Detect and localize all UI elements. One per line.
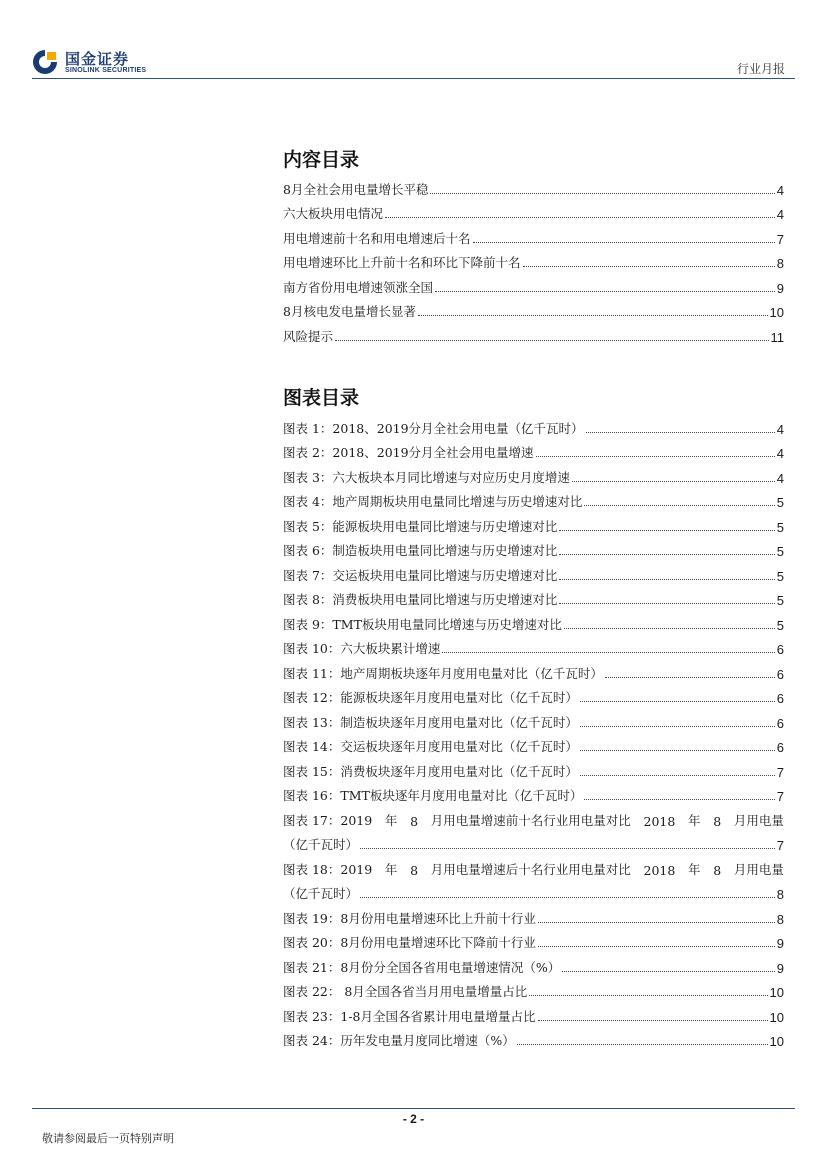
toc-entry-word: 月用电量增速前十名行业用电量对比 — [430, 812, 631, 828]
toc-dot-leader — [559, 530, 774, 531]
toc-entry-label: 南方省份用电增速领涨全国 — [283, 279, 434, 295]
toc-entry-label: 图表 21：8月份分全国各省用电量增速情况（%） — [283, 959, 561, 975]
toc-entry-word: 年 — [688, 861, 701, 877]
toc-dot-leader — [559, 603, 774, 604]
toc-entry-label: 图表 9：TMT板块用电量同比增速与历史增速对比 — [283, 616, 562, 632]
toc-dot-leader — [605, 677, 775, 678]
toc-entry-page: 7 — [776, 764, 784, 780]
toc-entry-label: 8月全社会用电量增长平稳 — [283, 181, 429, 197]
toc-entry-label: 图表 23：1-8月全国各省累计用电量增量占比 — [283, 1008, 536, 1024]
toc-entry[interactable] — [283, 706, 784, 731]
toc-entry-page: 6 — [776, 691, 784, 706]
toc-entry-page: 7 — [776, 838, 784, 853]
toc-entry-label: 图表 12：能源板块逐年月度用电量对比（亿千瓦时） — [283, 690, 578, 705]
toc-entry[interactable] — [283, 927, 784, 952]
figures-list — [283, 412, 784, 1049]
toc-entry[interactable] — [283, 657, 784, 682]
toc-entry-word: 2018 — [643, 862, 676, 878]
toc-entry[interactable] — [283, 584, 784, 609]
toc-dot-leader — [430, 193, 774, 194]
toc-entry-label: 图表 2：2018、2019分月全社会用电量增速 — [283, 445, 534, 460]
toc-dot-leader — [442, 652, 774, 653]
toc-dot-leader — [473, 242, 775, 243]
toc-entry-page: 10 — [769, 985, 784, 1000]
toc-entry-label: 图表 8：消费板块用电量同比增速与历史增速对比 — [283, 592, 558, 607]
header-divider — [32, 78, 795, 79]
toc-entry[interactable] — [283, 173, 784, 198]
toc-entry[interactable] — [283, 731, 784, 756]
toc-entry-word: 月用电量 — [733, 861, 784, 877]
toc-dot-leader — [536, 456, 775, 457]
toc-dot-leader — [584, 505, 774, 506]
toc-entry[interactable] — [283, 633, 784, 658]
toc-entry-label-line2: （亿千瓦时） — [283, 837, 359, 852]
toc-dot-leader — [586, 432, 775, 433]
toc-entry-page: 4 — [776, 182, 784, 198]
toc-entry-page: 8 — [776, 911, 784, 927]
toc-entry[interactable] — [283, 320, 784, 345]
toc-entry-label-line1 — [283, 853, 784, 878]
toc-entry-word: 图表 18：2019 — [283, 861, 373, 877]
toc-dot-leader — [360, 897, 775, 898]
toc-entry-label: 8月核电发电量增长显著 — [283, 304, 416, 319]
toc-dot-leader — [580, 701, 775, 702]
toc-dot-leader — [529, 995, 767, 996]
toc-dot-leader — [559, 554, 774, 555]
toc-entry-word: 8 — [713, 813, 722, 829]
toc-entry-page: 4 — [776, 470, 784, 486]
toc-entry[interactable] — [283, 902, 784, 927]
toc-entry-label: 六大板块用电情况 — [283, 206, 384, 221]
toc-entry-label: 图表 1：2018、2019分月全社会用电量（亿千瓦时） — [283, 420, 584, 436]
toc-entry-page: 5 — [776, 519, 784, 535]
toc-entry-label: 图表 16：TMT板块逐年月度用电量对比（亿千瓦时） — [283, 788, 583, 803]
toc-entry-page: 9 — [776, 280, 784, 296]
toc-dot-leader — [385, 217, 775, 218]
footer-divider — [32, 1108, 795, 1109]
toc-entry-word: 年 — [688, 812, 701, 828]
toc-entry-label-line2: （亿千瓦时） — [283, 886, 359, 901]
toc-entry[interactable] — [283, 608, 784, 633]
toc-entry-page: 7 — [776, 789, 784, 804]
toc-entry-label: 图表 3：六大板块本月同比增速与对应历史月度增速 — [283, 469, 570, 485]
toc-dot-leader — [523, 266, 775, 267]
toc-entry-page: 8 — [776, 887, 784, 902]
toc-entry-word: 8 — [410, 862, 419, 878]
toc-entry-word: 8 — [410, 813, 419, 829]
figures-title: 图表目录 — [283, 387, 360, 409]
toc-entry-page: 10 — [769, 305, 784, 320]
toc-entry-word: 2018 — [643, 813, 676, 829]
toc-entry-page: 7 — [776, 231, 784, 247]
toc-entry-page: 9 — [776, 960, 784, 976]
toc-entry-label: 图表 5：能源板块用电量同比增速与历史增速对比 — [283, 518, 558, 534]
toc-entry-word: 月用电量 — [733, 812, 784, 828]
toc-entry[interactable] — [283, 510, 784, 535]
toc-entry-label: 图表 14：交运板块逐年月度用电量对比（亿千瓦时） — [283, 739, 578, 754]
toc-entry[interactable] — [283, 1000, 784, 1025]
toc-entry-multiline[interactable] — [283, 853, 784, 902]
toc-entry-page: 6 — [776, 666, 784, 682]
toc-entry-label: 用电增速环比上升前十名和环比下降前十名 — [283, 255, 521, 270]
toc-dot-leader — [562, 971, 775, 972]
toc-entry[interactable] — [283, 780, 784, 805]
toc-entry-page: 9 — [776, 936, 784, 951]
toc-dot-leader — [580, 775, 775, 776]
toc-entry-label: 图表 20：8月份用电量增速环比下降前十行业 — [283, 935, 536, 950]
toc-dot-leader — [580, 726, 775, 727]
toc-dot-leader — [360, 848, 775, 849]
toc-dot-leader — [517, 1044, 768, 1045]
toc-entry-label: 图表 19：8月份用电量增速环比上升前十行业 — [283, 910, 536, 926]
toc-entry-word: 月用电量增速后十名行业用电量对比 — [430, 861, 631, 877]
toc-entry[interactable] — [283, 198, 784, 223]
toc-entry-label: 用电增速前十名和用电增速后十名 — [283, 230, 471, 246]
toc-entry[interactable] — [283, 271, 784, 296]
toc-entry[interactable] — [283, 951, 784, 976]
report-type-label: 行业月报 — [736, 62, 785, 76]
toc-entry-label: 图表 11：地产周期板块逐年月度用电量对比（亿千瓦时） — [283, 665, 603, 681]
toc-entry-label: 图表 7：交运板块用电量同比增速与历史增速对比 — [283, 567, 558, 583]
toc-entry[interactable] — [283, 222, 784, 247]
toc-entry-page: 5 — [776, 495, 784, 510]
toc-entry-page: 5 — [776, 544, 784, 559]
toc-entry-word: 年 — [384, 812, 398, 828]
toc-entry[interactable] — [283, 1025, 784, 1050]
toc-entry[interactable] — [283, 559, 784, 584]
toc-entry-page: 5 — [776, 568, 784, 584]
toc-entry[interactable] — [283, 247, 784, 272]
toc-entry[interactable] — [283, 535, 784, 560]
toc-entry-label: 风险提示 — [283, 328, 334, 344]
toc-entry[interactable] — [283, 486, 784, 511]
contents-title: 内容目录 — [283, 149, 360, 171]
toc-dot-leader — [538, 1020, 768, 1021]
toc-dot-leader — [572, 481, 775, 482]
toc-entry-page: 5 — [776, 593, 784, 608]
toc-entry-word: 年 — [384, 861, 398, 877]
toc-entry-page: 8 — [776, 256, 784, 271]
toc-entry-word: 图表 17：2019 — [283, 812, 373, 828]
toc-dot-leader — [538, 946, 775, 947]
toc-dot-leader — [335, 340, 768, 341]
toc-dot-leader — [435, 291, 775, 292]
toc-entry-page: 10 — [769, 1034, 784, 1049]
toc-dot-leader — [418, 315, 768, 316]
toc-entry[interactable] — [283, 412, 784, 437]
toc-entry[interactable] — [283, 976, 784, 1001]
page-number: - 2 - — [402, 1112, 425, 1126]
toc-entry-page: 4 — [776, 446, 784, 461]
toc-entry-page: 10 — [769, 1009, 784, 1025]
toc-entry-label-line1 — [283, 804, 784, 829]
toc-entry-label: 图表 4：地产周期板块用电量同比增速与历史增速对比 — [283, 494, 583, 509]
toc-entry-label: 图表 13：制造板块逐年月度用电量对比（亿千瓦时） — [283, 714, 578, 730]
toc-dot-leader — [580, 750, 775, 751]
toc-entry[interactable] — [283, 461, 784, 486]
toc-entry-page: 6 — [776, 642, 784, 657]
toc-dot-leader — [564, 628, 775, 629]
toc-entry-page: 4 — [776, 207, 784, 222]
contents-list — [283, 173, 784, 345]
toc-entry-label: 图表 24：历年发电量月度同比增速（%） — [283, 1033, 515, 1048]
toc-entry-multiline[interactable] — [283, 804, 784, 853]
toc-entry[interactable] — [283, 296, 784, 321]
toc-entry[interactable] — [283, 755, 784, 780]
toc-entry[interactable] — [283, 437, 784, 462]
toc-entry-label: 图表 15：消费板块逐年月度用电量对比（亿千瓦时） — [283, 763, 578, 779]
logo-english-name: SINOLINK SECURITIES — [65, 67, 147, 74]
toc-entry[interactable] — [283, 682, 784, 707]
toc-entry-word: 8 — [713, 862, 722, 878]
toc-entry-page: 4 — [776, 421, 784, 437]
toc-entry-page: 11 — [770, 329, 784, 345]
toc-entry-label: 图表 10：六大板块累计增速 — [283, 641, 441, 656]
sinolink-logo-icon — [32, 49, 58, 75]
toc-entry-page: 5 — [776, 617, 784, 633]
toc-dot-leader — [538, 922, 775, 923]
toc-dot-leader — [559, 579, 774, 580]
toc-dot-leader — [584, 799, 774, 800]
toc-entry-label: 图表 22： 8月全国各省当月用电量增量占比 — [283, 984, 528, 999]
toc-entry-page: 6 — [776, 715, 784, 731]
footer-disclaimer: 敬请参阅最后一页特别声明 — [42, 1132, 174, 1145]
toc-entry-page: 6 — [776, 740, 784, 755]
logo-chinese-name: 国金证券 — [65, 50, 130, 68]
toc-entry-label: 图表 6：制造板块用电量同比增速与历史增速对比 — [283, 543, 558, 558]
